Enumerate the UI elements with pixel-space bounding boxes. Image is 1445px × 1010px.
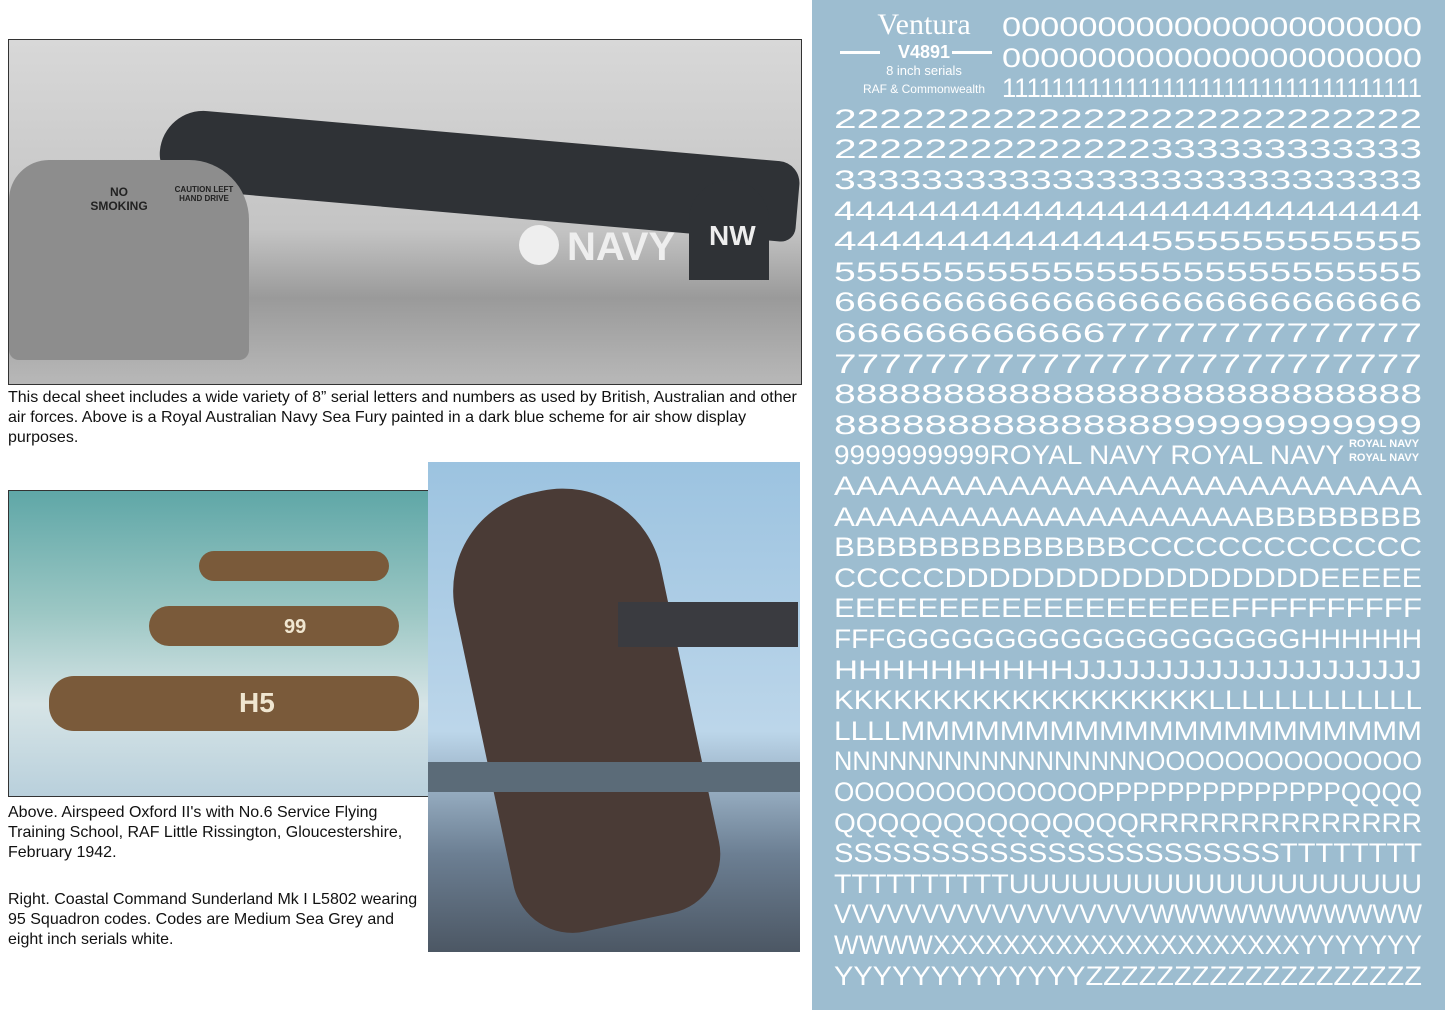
- decal-row: SSSSSSSSSSSSSSSSSSSSSSSTTTTTTTT: [834, 838, 1422, 869]
- code-h5: H5: [239, 687, 275, 718]
- decal-row: KKKKKKKKKKKKKKKKKKKLLLLLLLLLLLLL: [834, 685, 1422, 716]
- decal-row: 22222222222222222222222222: [834, 103, 1422, 134]
- caption-sunderland: Right. Coastal Command Sunderland Mk I L5802 wearing 95 Squadron codes. Codes are Medium Sea Grey and eight inch serials white.: [8, 891, 418, 948]
- decal-row: 88888888888888899999999999: [834, 409, 1422, 440]
- oxford-photo: [8, 490, 459, 797]
- decal-row: VVVVVVVVVVVVVVVVVVWWWWWWWWWWW: [834, 899, 1422, 930]
- tanker-caution: CAUTION LEFT HAND DRIVE: [174, 185, 234, 203]
- sea-fury-photo: [8, 39, 802, 385]
- small-royal-navy-2: ROYAL NAVY: [1348, 452, 1420, 464]
- decal-row: 555555555555555555555555555: [834, 256, 1422, 287]
- decal-row: CCCCCDDDDDDDDDDDDDDDDDEEEEE: [834, 562, 1422, 593]
- decal-row: YYYYYYYYYYYYYZZZZZZZZZZZZZZZZZZZ: [834, 960, 1422, 991]
- decal-row: TTTTTTTTTTUUUUUUUUUUUUUUUUUUUU: [834, 868, 1422, 899]
- tanker-text: NO SMOKING: [90, 185, 148, 213]
- decal-sheet: [812, 0, 1445, 1010]
- decal-row: 1111111111111111111111111111111111: [1002, 73, 1422, 104]
- decal-row: EEEEEEEEEEEEEEEEEEEFFFFFFFFFF: [834, 593, 1422, 624]
- decal-row: NNNNNNNNNNNNNNNNNOOOOOOOOOOOOOO: [834, 746, 1422, 777]
- decal-row: FFFGGGGGGGGGGGGGGGGGGGHHHHHH: [834, 624, 1422, 654]
- caption-sea-fury: This decal sheet includes a wide variety of 8” serial letters and numbers as used by British, Australian and other air forces. Above is a Royal Australian Navy Sea Fury painted in a dark blue scheme for air show display purposes.: [8, 389, 797, 446]
- sheet-code: V4891: [897, 42, 951, 62]
- decal-row: 333333333333333333333333333: [834, 165, 1422, 195]
- navy-marking: NAVY: [567, 225, 676, 269]
- decal-row: AAAAAAAAAAAAAAAAAAAAAAAAAAA: [834, 471, 1422, 501]
- decal-row: HHHHHHHHHHJJJJJJJJJJJJJJJJJJJJJ: [834, 654, 1422, 685]
- sunderland-photo: [428, 462, 800, 952]
- sheet-subtitle: 8 inch serials: [886, 63, 962, 78]
- decal-row: 22222222222222333333333333: [834, 134, 1422, 165]
- decal-row: WWWWXXXXXXXXXXXXXXXXXXXXXYYYYYYY: [834, 930, 1422, 960]
- decal-row: BBBBBBBBBBBBBBCCCCCCCCCCCCC: [834, 532, 1422, 563]
- code-99: 99: [284, 616, 307, 638]
- small-royal-navy: ROYAL NAVY: [1348, 438, 1420, 450]
- decal-row: 0000000000000000000000: [1002, 12, 1422, 42]
- decal-row: LLLLMMMMMMMMMMMMMMMMMMMMM: [834, 715, 1422, 746]
- caption-oxford: Above. Airspeed Oxford II's with No.6 Service Flying Training School, RAF Little Rissington, Gloucestershire, February 1942.: [8, 804, 403, 861]
- decal-row: 9999999999ROYAL NAVY ROYAL NAVY: [834, 440, 1344, 471]
- tail-code: NW: [709, 220, 756, 251]
- decal-row: 77777777777777777777777777: [834, 348, 1422, 379]
- decal-row: 0000000000000000000000: [1002, 42, 1422, 73]
- decal-row: 4444444444444444444444444444: [834, 195, 1422, 226]
- decal-row: QQQQQQQQQQQQQQRRRRRRRRRRRRRR: [834, 807, 1422, 838]
- decal-row: OOOOOOOOOOOOOPPPPPPPPPPPPPPQQQQ: [834, 777, 1422, 807]
- decal-row: 666666666666666666666666666: [834, 287, 1422, 318]
- decal-row: 888888888888888888888888888: [834, 379, 1422, 410]
- decal-row: 66666666666677777777777777: [834, 318, 1422, 348]
- decal-row: 44444444444444555555555555: [834, 226, 1422, 257]
- sheet-subtitle-2: RAF & Commonwealth: [862, 82, 986, 96]
- decal-row: AAAAAAAAAAAAAAAAAAAABBBBBBBB: [834, 501, 1422, 532]
- brand-logo: Ventura: [877, 8, 971, 41]
